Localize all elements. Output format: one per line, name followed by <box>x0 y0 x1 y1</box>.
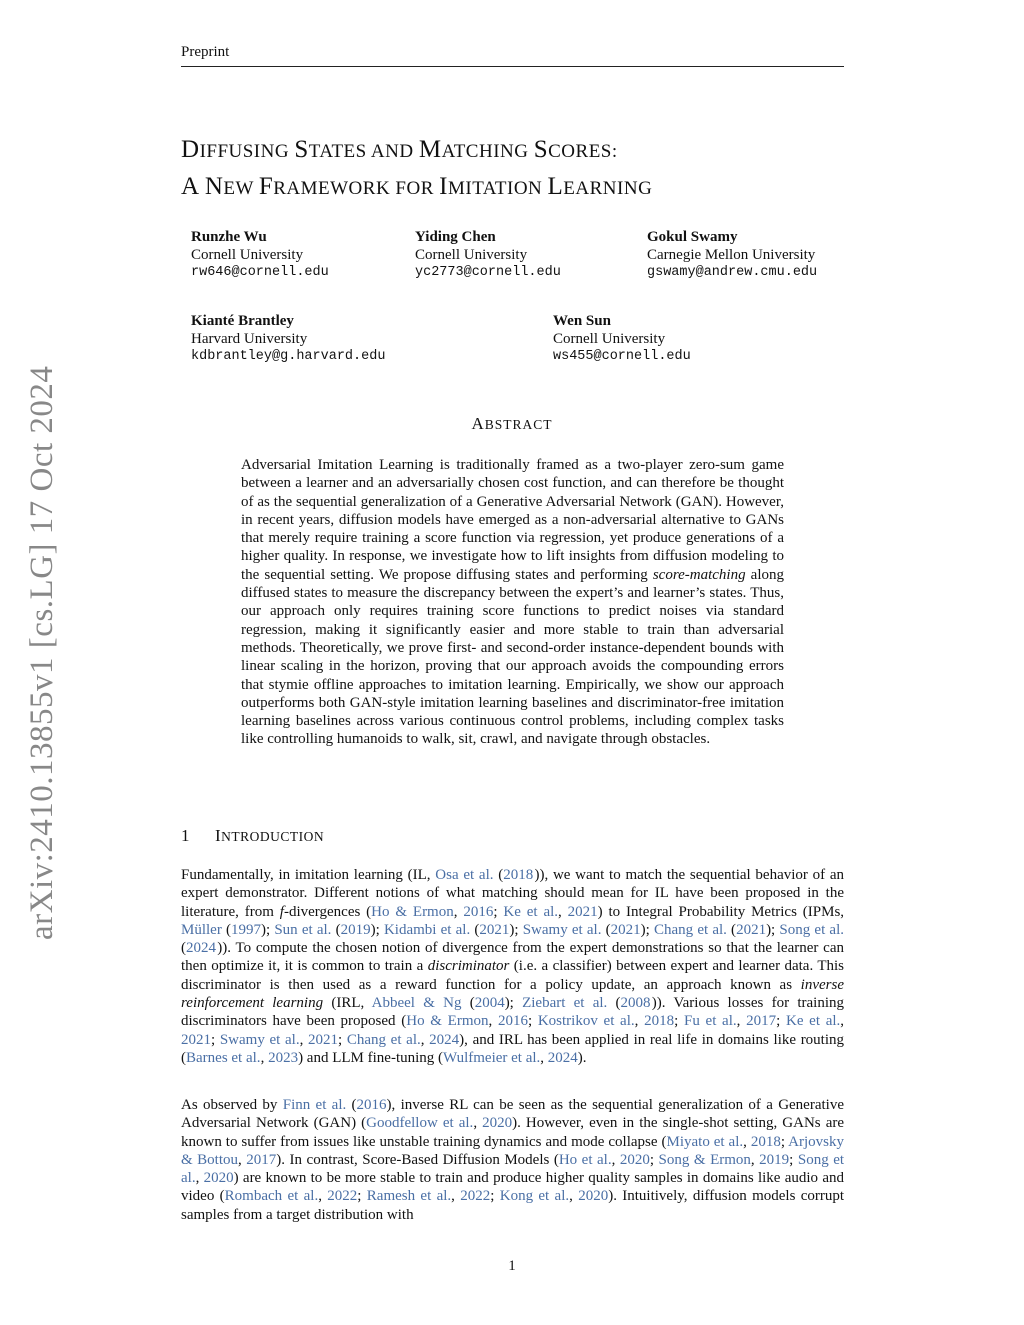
title-smallcaps: RAMEWORK FOR <box>273 178 440 199</box>
body-text: ), inverse RL can be seen as the sequential generalization of a Generative Adversarial Network (GAN) ( <box>181 1097 844 1132</box>
body-text: ; <box>211 1031 220 1048</box>
body-text: ; <box>493 903 504 920</box>
author-email: gswamy@andrew.cmu.edu <box>647 265 818 280</box>
body-text: ) to Integral Probability Metrics (IPMs, <box>597 903 845 920</box>
citation-link[interactable]: 2016 <box>497 1013 528 1030</box>
citation-link[interactable]: 2024 <box>547 1049 578 1066</box>
body-text: ). In contrast, Score-Based Diffusion Models ( <box>276 1151 559 1168</box>
body-text: , <box>569 1188 579 1205</box>
author-affiliation: Cornell University <box>191 247 304 263</box>
author-email: rw646@cornell.edu <box>191 265 329 280</box>
body-paragraph <box>181 866 844 1067</box>
citation-link[interactable]: Sun et al. <box>274 921 332 938</box>
title-initial: A <box>181 173 200 200</box>
citation-link[interactable]: Ziebart et al. <box>522 995 608 1012</box>
citation-link[interactable]: Osa et al. <box>435 867 494 883</box>
citation-link[interactable]: Swamy et al. <box>219 1031 300 1048</box>
section-number: 1 <box>181 826 190 845</box>
body-text: ( <box>601 921 611 938</box>
citation-link[interactable]: Ke et al. <box>503 903 559 920</box>
title-initial: S <box>533 136 549 163</box>
citation-link[interactable]: 2021 <box>181 1031 211 1048</box>
citation-link[interactable]: 2018 <box>644 1013 675 1030</box>
title-initial: I <box>439 173 448 200</box>
author-block <box>647 228 817 282</box>
body-text: ( <box>726 921 737 938</box>
title-smallcaps: ATCHING <box>441 141 534 162</box>
abstract-text-part: along diffused states to measure the discrepancy between the expert’s and learner’s states. Thus, our approach only requires training score functions to predict noises via standard regression, making it significantly easier and more stable to train than adversarial methods. Theoretically, we prove first- and second-order instance-dependent bounds with linear scaling in the horizon, proving that our approach avoids the compounding errors that stymie offline approaches to imitation learning. Empirically, we show our approach outperforms both GAN-style imitation learning baselines and discriminator-free imitation learning baselines across various continuous control problems, including complex tasks like controlling humanoids to walk, sit, crawl, and navigate through obstacles. <box>241 566 785 748</box>
body-text: ( <box>470 921 480 938</box>
citation-link[interactable]: Fu et al. <box>683 1013 737 1030</box>
author-name: Wen Sun <box>553 313 611 329</box>
citation-link[interactable]: 2004 <box>474 995 505 1012</box>
citation-link[interactable]: Kidambi et al. <box>383 921 471 938</box>
citation-link[interactable]: 2021 <box>308 1031 338 1048</box>
body-text: (IRL, <box>323 995 372 1012</box>
citation-link[interactable]: Ho & Ermon <box>406 1013 489 1030</box>
author-email: kdbrantley@g.harvard.edu <box>191 349 386 364</box>
citation-link[interactable]: 2016 <box>356 1097 387 1113</box>
body-text: ( <box>461 995 475 1012</box>
body-text: ; <box>776 1013 786 1030</box>
citation-link[interactable]: Song et al. <box>181 1151 845 1187</box>
body-text: ), and IRL has been applied in real life in domains like routing ( <box>181 1031 845 1066</box>
citation-link[interactable]: 2019 <box>340 921 371 938</box>
emphasis-text: discriminator <box>427 958 510 975</box>
body-text: ( <box>181 940 186 957</box>
citation-link[interactable]: Chang et al. <box>346 1031 421 1048</box>
body-text: ); <box>509 921 523 938</box>
body-text: ); <box>640 921 654 938</box>
body-text: ; <box>490 1188 500 1205</box>
citation-link[interactable]: 2021 <box>736 921 767 938</box>
title-smallcaps: EW <box>223 178 259 199</box>
section-heading <box>181 826 324 846</box>
citation-link[interactable]: Finn et al. <box>282 1097 347 1113</box>
body-text: )). To compute the chosen notion of divergence from the expert demonstrations so that the learner can then optimize it, it is common to train a <box>181 940 844 975</box>
author-affiliation: Harvard University <box>191 331 308 347</box>
body-paragraph <box>181 1096 844 1224</box>
author-affiliation: Cornell University <box>415 247 528 263</box>
citation-link[interactable]: Ho & Ermon <box>371 903 454 920</box>
body-text: ) are known to be more stable to train and produce higher quality samples in domains like audio and video ( <box>181 1170 844 1205</box>
citation-link[interactable]: 2020 <box>203 1170 234 1187</box>
body-text: ; <box>780 1133 789 1150</box>
citation-link[interactable]: 2021 <box>567 903 598 920</box>
body-text: ); <box>504 995 523 1012</box>
citation-link[interactable]: 2022 <box>327 1188 358 1205</box>
citation-link[interactable]: 2024 <box>429 1031 460 1048</box>
body-text: , <box>318 1188 328 1205</box>
body-text: ); <box>261 921 275 938</box>
running-header: Preprint <box>181 44 230 60</box>
citation-link[interactable]: 2016 <box>463 903 494 920</box>
author-name: Gokul Swamy <box>647 229 738 245</box>
abstract-heading-initial: A <box>471 414 485 433</box>
body-text: ; <box>338 1031 347 1048</box>
author-block <box>415 228 561 282</box>
citation-link[interactable]: Ho et al. <box>558 1151 612 1168</box>
title-line-1 <box>181 132 861 169</box>
author-affiliation: Cornell University <box>553 331 666 347</box>
title-smallcaps: MITATION <box>447 178 548 199</box>
citation-link[interactable]: Wulfmeier et al. <box>443 1049 541 1066</box>
arxiv-identifier: arXiv:2410.13855v1 [cs.LG] 17 Oct 2024 <box>24 365 60 940</box>
author-email: ws455@cornell.edu <box>553 349 691 364</box>
body-text: , <box>558 903 568 920</box>
citation-link[interactable]: Miyato et al. <box>666 1133 744 1150</box>
citation-link[interactable]: 2018 <box>750 1133 781 1150</box>
citation-link[interactable]: 2020 <box>578 1188 609 1205</box>
body-text: , <box>611 1151 620 1168</box>
author-name: Yiding Chen <box>415 229 496 245</box>
section-title-initial: I <box>215 826 222 845</box>
citation-link[interactable]: Chang et al. <box>653 921 727 938</box>
body-text: ); <box>766 921 780 938</box>
page-number: 1 <box>508 1258 516 1274</box>
body-text: , <box>634 1013 645 1030</box>
body-text: , <box>540 1049 548 1066</box>
citation-link[interactable]: 2020 <box>619 1151 650 1168</box>
citation-link[interactable]: 2017 <box>746 1013 777 1030</box>
body-text: , <box>299 1031 308 1048</box>
citation-link[interactable]: 2018 <box>503 867 534 883</box>
emphasis-text: inverse reinforcement learning <box>181 976 844 1012</box>
title-initial: N <box>204 173 224 200</box>
body-text: , <box>260 1049 269 1066</box>
body-text: Fundamentally, in imitation learning (IL, <box>181 867 436 883</box>
body-text: ); <box>370 921 384 938</box>
author-block <box>553 312 691 366</box>
abstract-heading <box>0 414 1024 434</box>
body-text: , <box>238 1151 247 1168</box>
title-line-2 <box>181 169 861 206</box>
paper-title <box>181 132 861 206</box>
citation-link[interactable]: Kostrikov et al. <box>537 1013 635 1030</box>
citation-link[interactable]: 2024 <box>186 940 216 957</box>
author-block <box>191 312 385 366</box>
body-text: , <box>453 903 464 920</box>
body-text: ). However, even in the single-shot setting, GANs are known to suffer from issues like unstable training dynamics and mode collapse ( <box>181 1115 845 1150</box>
author-name: Kianté Brantley <box>191 313 294 329</box>
citation-link[interactable]: 2022 <box>460 1188 491 1205</box>
citation-link[interactable]: Swamy et al. <box>522 921 602 938</box>
citation-link[interactable]: Arjovsky & Bottou <box>181 1133 845 1168</box>
body-text: ; <box>527 1013 538 1030</box>
body-text: ; <box>357 1188 367 1205</box>
author-affiliation: Carnegie Mellon University <box>647 247 816 263</box>
body-text: ( <box>331 921 341 938</box>
body-text: ). <box>577 1049 587 1066</box>
body-text: ). Intuitively, diffusion models corrupt samples from a target distribution with <box>181 1188 845 1223</box>
abstract-text-part: Adversarial Imitation Learning is traditionally framed as a two-player zero-sum game between a learner and an adversarially chosen cost function, and can therefore be thought of as the sequential generalization of a Generative Adversarial Network (GAN). However, in recent years, diffusion models have emerged as a non-adversarial alternative to GANs that merely require training a score function via regression, yet produce generations of a higher quality. In response, we investigate how to lift insights from diffusion modeling to the sequential setting. We propose diffusing states and performing <box>241 457 784 583</box>
emphasis-text: f <box>279 903 284 920</box>
title-smallcaps: IFFUSING <box>199 141 295 162</box>
citation-link[interactable]: Kong et al. <box>499 1188 570 1205</box>
body-text: )), we want to match the sequential behavior of an expert demonstrator. Different notions of what matching should mean for IL have been proposed in the literature, from <box>181 867 845 920</box>
title-initial: S <box>294 136 309 163</box>
body-text: , <box>743 1133 751 1150</box>
body-text: , <box>420 1031 430 1048</box>
citation-link[interactable]: Goodfellow et al. <box>366 1115 474 1132</box>
body-text: ( <box>346 1097 357 1113</box>
citation-link[interactable]: 2021 <box>479 921 510 938</box>
body-text: , <box>750 1151 760 1168</box>
abstract-heading-rest: BSTRACT <box>484 417 553 432</box>
author-name: Runzhe Wu <box>191 229 267 245</box>
body-text: ( <box>493 867 504 883</box>
citation-link[interactable]: Abbeel & Ng <box>371 995 462 1012</box>
body-text: )). Various losses for training discriminators have been proposed ( <box>181 995 844 1030</box>
body-text: , <box>736 1013 747 1030</box>
author-block <box>191 228 329 282</box>
title-initial: M <box>418 136 442 163</box>
body-text: As observed by <box>181 1097 283 1113</box>
body-text: ) and LLM fine-tuning ( <box>298 1049 444 1066</box>
body-text: ; <box>649 1151 659 1168</box>
citation-link[interactable]: 2020 <box>482 1115 513 1132</box>
title-smallcaps: TATES AND <box>308 141 419 162</box>
body-text: (i.e. a classifier) between expert and learner data. This discriminator is then used as a reward function for a policy update, an approach known as <box>181 958 844 993</box>
title-initial: D <box>181 136 200 163</box>
title-smallcaps: CORES: <box>548 141 618 162</box>
title-initial: L <box>547 173 564 200</box>
citation-link[interactable]: 2017 <box>246 1151 277 1168</box>
citation-link[interactable]: Song et al. <box>779 921 844 938</box>
citation-link[interactable]: Müller <box>181 921 222 938</box>
citation-link[interactable]: Barnes et al. <box>186 1049 261 1066</box>
citation-link[interactable]: 2019 <box>759 1151 790 1168</box>
citation-link[interactable]: Rombach et al. <box>224 1188 319 1205</box>
citation-link[interactable]: Ke et al. <box>785 1013 841 1030</box>
body-text: -divergences ( <box>283 903 372 920</box>
title-initial: F <box>258 173 274 200</box>
citation-link[interactable]: 2021 <box>610 921 641 938</box>
body-text: , <box>195 1170 204 1187</box>
body-text: , <box>840 1013 845 1030</box>
body-text: ( <box>607 995 621 1012</box>
abstract-text <box>241 456 784 749</box>
body-text: , <box>488 1013 498 1030</box>
body-text: ; <box>789 1151 798 1168</box>
header-rule <box>181 66 844 67</box>
body-text: ; <box>674 1013 684 1030</box>
title-smallcaps: EARNING <box>563 178 653 199</box>
body-text: , <box>451 1188 461 1205</box>
citation-link[interactable]: Song & Ermon <box>658 1151 751 1168</box>
author-email: yc2773@cornell.edu <box>415 265 561 280</box>
body-text: ( <box>221 921 231 938</box>
citation-link[interactable]: 2023 <box>268 1049 299 1066</box>
citation-link[interactable]: Ramesh et al. <box>366 1188 452 1205</box>
abstract-emphasis: score-matching <box>652 566 746 583</box>
body-text: , <box>473 1115 483 1132</box>
section-title-rest: NTRODUCTION <box>221 829 325 844</box>
citation-link[interactable]: 2008 <box>620 995 651 1012</box>
citation-link[interactable]: 1997 <box>231 921 261 938</box>
